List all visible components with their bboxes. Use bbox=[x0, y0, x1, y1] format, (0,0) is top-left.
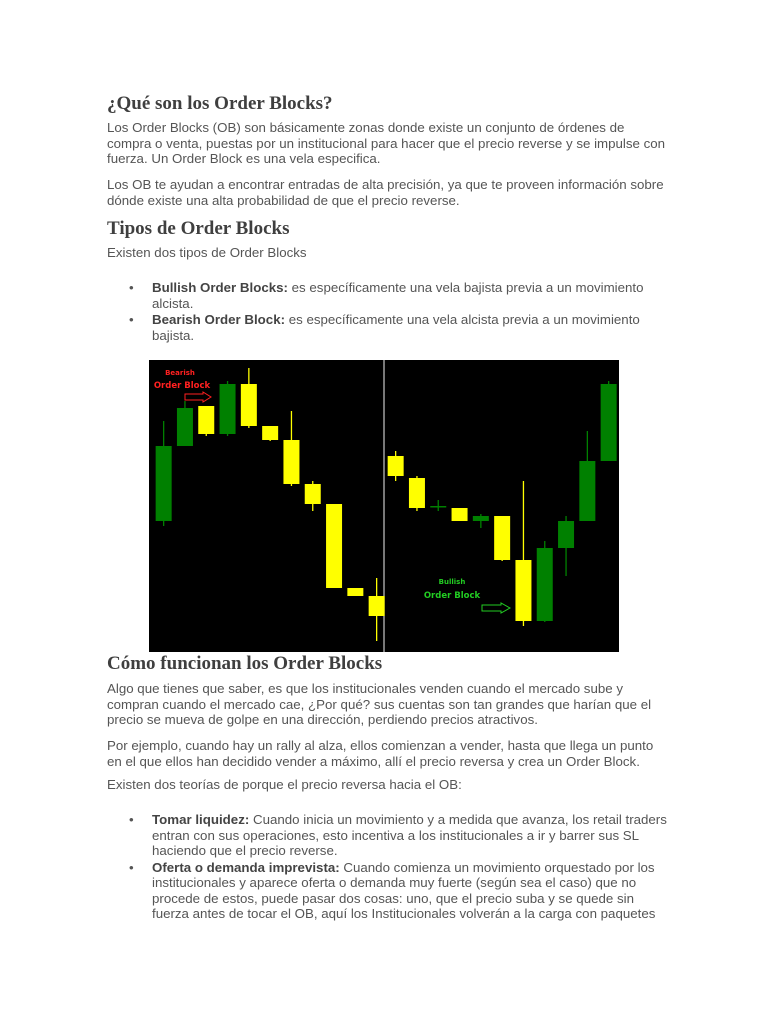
tomar-liquidez-term: Tomar liquidez: bbox=[152, 812, 250, 827]
list-item bbox=[107, 812, 667, 859]
bearish-term: Bearish Order Block: bbox=[152, 312, 286, 327]
candle-body bbox=[494, 516, 510, 560]
bearish-label-line2: Order Block bbox=[153, 381, 211, 391]
candlestick bbox=[452, 508, 468, 521]
paragraph-definition: Los Order Blocks (OB) son básicamente zonas donde existe un conjunto de órdenes de compra o venta, puestas por un institucional para hacer que el precio reverse y se impulse con fuerza. Un Order Block es una vela especifica. bbox=[107, 120, 666, 166]
candle-body bbox=[388, 456, 404, 476]
candle-body bbox=[579, 461, 595, 521]
bullish-term: Bullish Order Blocks: bbox=[152, 280, 288, 295]
candle-body bbox=[305, 484, 321, 504]
candlestick bbox=[409, 476, 425, 511]
candle-body bbox=[347, 588, 363, 596]
bullet-dot-icon: • bbox=[129, 312, 134, 327]
candle-body bbox=[220, 384, 236, 434]
bullish-description: es específicamente una vela bajista previa a un movimiento alcista. bbox=[152, 280, 644, 311]
candlestick bbox=[326, 504, 342, 588]
paragraph-ob-help: Los OB te ayudan a encontrar entradas de alta precisión, ya que te proveen información sobre dónde existe una alta probabilidad de que el precio reverse. bbox=[107, 177, 664, 208]
candle-body bbox=[558, 521, 574, 548]
candlestick bbox=[601, 381, 617, 461]
bullish-label-line2: Order Block bbox=[423, 591, 481, 601]
bearish-label-line1: Bearish bbox=[165, 369, 195, 377]
candle-body bbox=[601, 384, 617, 461]
bullet-dot-icon: • bbox=[129, 812, 134, 827]
candlestick bbox=[262, 426, 278, 441]
candlestick bbox=[537, 541, 553, 622]
candle-body bbox=[409, 478, 425, 508]
candle-body bbox=[241, 384, 257, 426]
heading-tipos: Tipos de Order Blocks bbox=[107, 218, 290, 239]
order-blocks-chart bbox=[149, 360, 619, 652]
paragraph-ejemplo-rally: Por ejemplo, cuando hay un rally al alza, ellos comienzan a vender, hasta que llega un punto en el que ellos han decidido vender a máximo, allí el precio reversa y crea un Order Block. bbox=[107, 738, 654, 769]
theories-list bbox=[107, 812, 667, 922]
paragraph-teorias: Existen dos teorías de porque el precio reversa hacia el OB: bbox=[107, 777, 462, 792]
heading-como-funcionan: Cómo funcionan los Order Blocks bbox=[107, 653, 383, 674]
bearish-description: es específicamente una vela alcista previa a un movimiento bajista. bbox=[152, 312, 640, 343]
candlestick bbox=[347, 588, 363, 596]
bullet-dot-icon: • bbox=[129, 280, 134, 295]
candle-body bbox=[515, 560, 531, 621]
order-block-types-list bbox=[107, 280, 667, 343]
oferta-demanda-description: Cuando comienza un movimiento orquestado por los institucionales y aparece oferta o demanda muy fuerte (según sea el caso) que no procede de estos, puede pasar dos cosas: uno, que el precio suba y se quede sin fuerza antes de tocar el OB, aquí los Institucionales volverán a la carga con paquetes bbox=[152, 859, 656, 921]
paragraph-tipos-intro: Existen dos tipos de Order Blocks bbox=[107, 245, 307, 260]
candlestick bbox=[198, 406, 214, 436]
list-item bbox=[107, 860, 667, 922]
candle-body bbox=[473, 516, 489, 521]
candle-body bbox=[452, 508, 468, 521]
list-item bbox=[107, 280, 667, 311]
candle-body bbox=[537, 548, 553, 621]
candlestick bbox=[220, 381, 236, 436]
candle-body bbox=[326, 504, 342, 588]
heading-que-son: ¿Qué son los Order Blocks? bbox=[107, 93, 333, 114]
candle-body bbox=[430, 506, 446, 508]
tomar-liquidez-description: Cuando inicia un movimiento y a medida que avanza, los retail traders entran con sus operaciones, esto incentiva a los institucionales a ir y barrer sus SL haciendo que el precio reverse. bbox=[152, 812, 667, 858]
candle-body bbox=[198, 406, 214, 434]
candle-body bbox=[156, 446, 172, 521]
oferta-demanda-term: Oferta o demanda imprevista: bbox=[152, 859, 340, 875]
bullish-label-line1: Bullish bbox=[438, 578, 466, 586]
candle-body bbox=[369, 596, 385, 616]
candle-body bbox=[177, 408, 193, 446]
bullet-dot-icon: • bbox=[129, 859, 134, 875]
candlestick bbox=[494, 516, 510, 561]
list-item bbox=[107, 312, 667, 343]
candle-body bbox=[283, 440, 299, 484]
paragraph-institucionales: Algo que tienes que saber, es que los institucionales venden cuando el mercado sube y compran cuando el mercado cae, ¿Por qué? sus cuentas son tan grandes que harían que el precio se mueva de golpe en una dirección, perdiendo precios atractivos. bbox=[107, 681, 652, 727]
candle-body bbox=[262, 426, 278, 440]
